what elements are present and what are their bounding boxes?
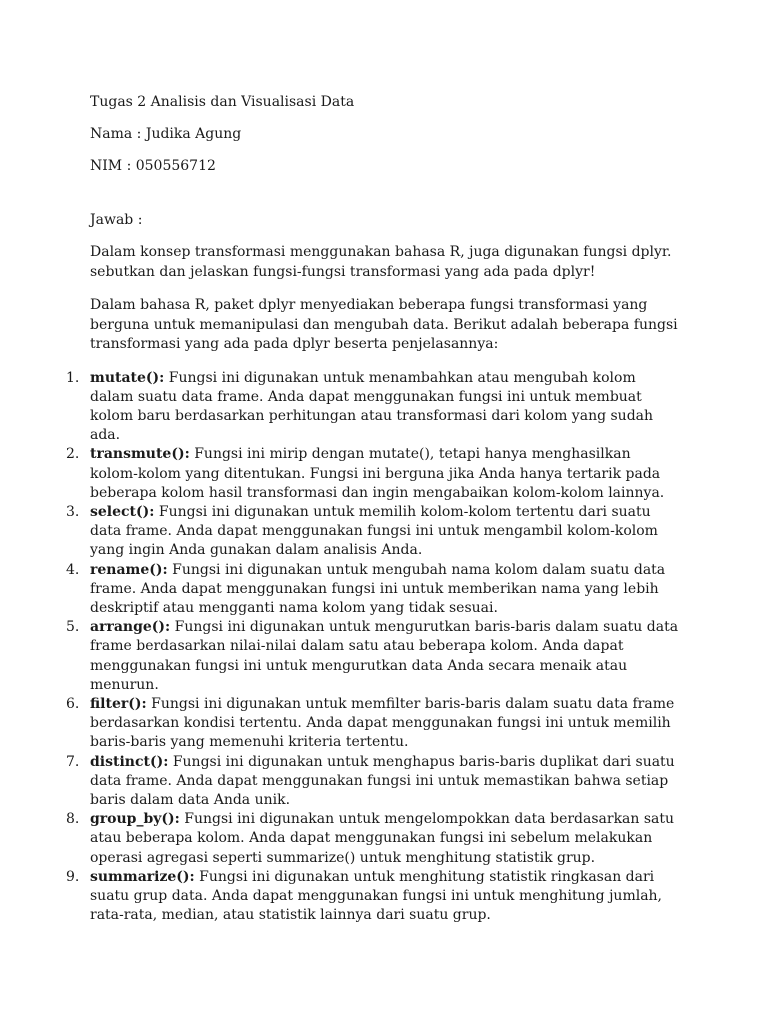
list-item — [66, 695, 682, 753]
function-description: Fungsi ini digunakan untuk menambahkan atau mengubah kolom dalam suatu data frame. Anda dapat menggunakan fungsi ini untuk membuat kolom baru berdasarkan perhitungan atau transformasi dari kolom yang sudah ada. — [90, 369, 654, 444]
spacer — [90, 189, 682, 211]
function-name: summarize(): — [90, 868, 195, 885]
list-number: 2. — [66, 446, 80, 463]
list-number: 8. — [66, 811, 80, 828]
function-name: distinct(): — [90, 753, 169, 770]
function-description: Fungsi ini mirip dengan mutate(), tetapi hanya menghasilkan kolom-kolom yang ditentukan. Fungsi ini berguna jika Anda hanya tertarik pada beberapa kolom hasil transformasi dan ingin mengabaikan kolom-kolom lainnya. — [90, 446, 665, 501]
function-name: select(): — [90, 503, 155, 520]
function-name: transmute(): — [90, 446, 190, 463]
list-item — [66, 445, 682, 503]
list-item — [66, 810, 682, 868]
function-description: Fungsi ini digunakan untuk mengurutkan baris-baris dalam suatu data frame berdasarkan nilai-nilai dalam satu atau beberapa kolom. Anda dapat menggunakan fungsi ini untuk mengurutkan data Anda secara menaik atau menurun. — [90, 619, 679, 693]
function-description: Fungsi ini digunakan untuk menghapus baris-baris duplikat dari suatu data frame. Anda dapat menggunakan fungsi ini untuk memastikan bahwa setiap baris dalam data Anda unik. — [90, 753, 675, 808]
list-item — [66, 503, 682, 561]
function-name: filter(): — [90, 695, 147, 712]
function-description: Fungsi ini digunakan untuk mengelompokkan data berdasarkan satu atau beberapa kolom. Anda dapat menggunakan fungsi ini sebelum melakukan operasi agregasi seperti summarize() untuk menghitung statistik grup. — [90, 811, 675, 866]
function-name: group_by(): — [90, 811, 180, 828]
function-name: rename(): — [90, 561, 168, 578]
function-name: mutate(): — [90, 369, 165, 386]
question-text: Dalam konsep transformasi menggunakan bahasa R, juga digunakan fungsi dplyr. sebutkan dan jelaskan fungsi-fungsi transformasi yang ada pada dplyr! — [90, 244, 672, 280]
list-number: 1. — [66, 369, 80, 386]
list-item — [66, 753, 682, 811]
list-number: 5. — [66, 619, 80, 636]
list-number: 3. — [66, 503, 80, 520]
list-item — [66, 561, 682, 619]
function-description: Fungsi ini digunakan untuk menghitung statistik ringkasan dari suatu grup data. Anda dapat menggunakan fungsi ini untuk menghitung jumlah, rata-rata, median, atau statistik lainnya dari suatu grup. — [90, 868, 663, 924]
list-item — [66, 369, 682, 446]
list-number: 9. — [66, 868, 80, 885]
function-description: Fungsi ini digunakan untuk mengubah nama kolom dalam suatu data frame. Anda dapat menggunakan fungsi ini untuk memberikan nama yang lebih deskriptif atau mengganti nama kolom yang tidak sesuai. — [90, 561, 666, 616]
intro-text: Dalam bahasa R, paket dplyr menyediakan beberapa fungsi transformasi yang berguna untuk memanipulasi dan mengubah data. Berikut adalah beberapa fungsi transformasi yang ada pada dplyr beserta penjelasannya: — [90, 297, 678, 352]
list-number: 4. — [66, 561, 80, 578]
document-title: Tugas 2 Analisis dan Visualisasi Data — [90, 94, 355, 110]
answer-label: Jawab : — [90, 212, 143, 228]
function-description: Fungsi ini digunakan untuk memilih kolom-kolom tertentu dari suatu data frame. Anda dapat menggunakan fungsi ini untuk mengambil kolom-kolom yang ingin Anda gunakan dalam analisis Anda. — [90, 503, 658, 559]
student-name: Nama : Judika Agung — [90, 126, 242, 142]
function-list — [66, 369, 682, 926]
list-number: 7. — [66, 753, 80, 770]
function-name: arrange(): — [90, 619, 171, 636]
list-item — [66, 868, 682, 926]
list-item — [66, 618, 682, 695]
function-description: Fungsi ini digunakan untuk memfilter baris-baris dalam suatu data frame berdasarkan kondisi tertentu. Anda dapat menggunakan fungsi ini untuk memilih baris-baris yang memenuhi kriteria tertentu. — [90, 695, 675, 751]
student-nim: NIM : 050556712 — [90, 158, 216, 174]
list-number: 6. — [66, 695, 80, 712]
